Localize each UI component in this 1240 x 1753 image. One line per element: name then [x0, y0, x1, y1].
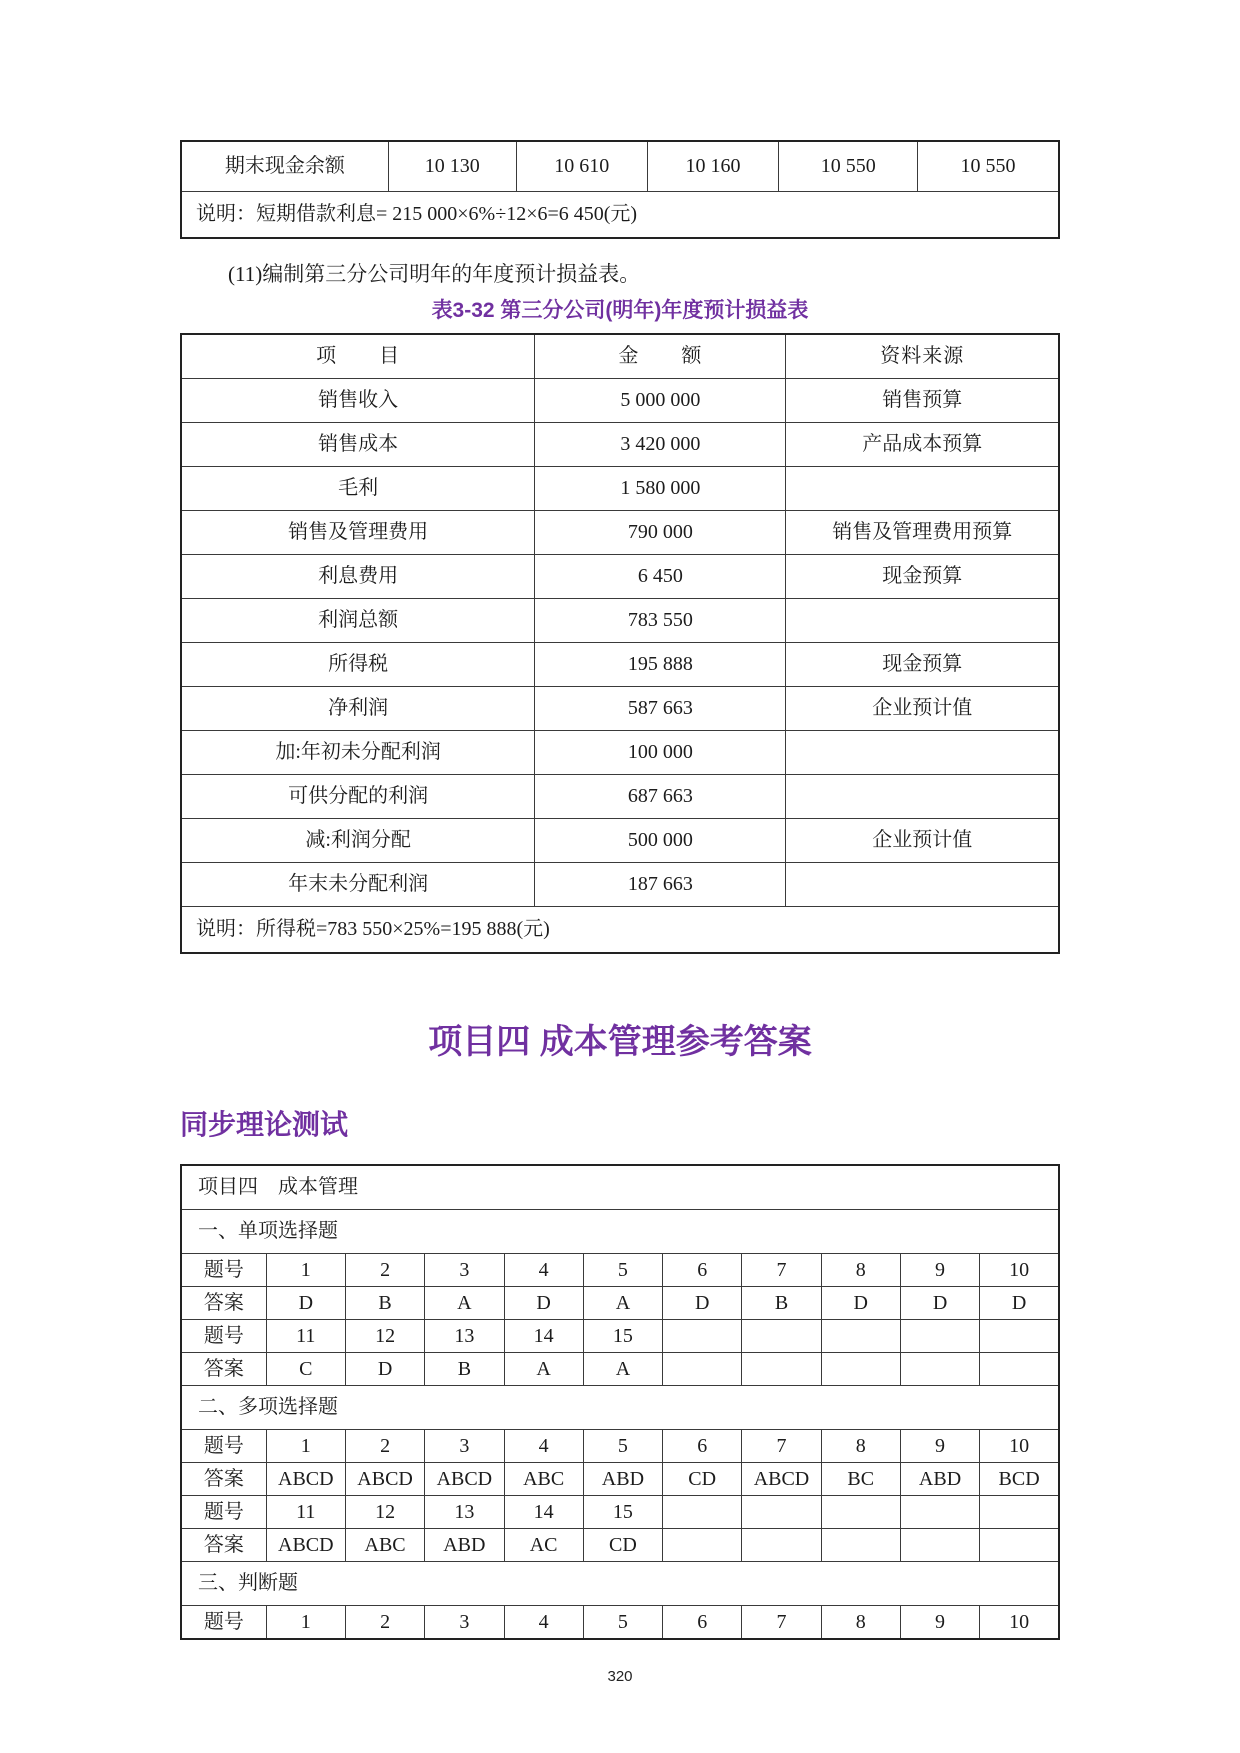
- cash-table-note: 说明：短期借款利息= 215 000×6%÷12×6=6 450(元): [181, 192, 1059, 239]
- answer-cell: D: [345, 1353, 424, 1386]
- table-row: [181, 379, 1059, 423]
- section2-label: 二、多项选择题: [181, 1386, 1059, 1430]
- table-row: [181, 775, 1059, 819]
- income-table-caption: 表3-32 第三分公司(明年)年度预计损益表: [431, 299, 809, 322]
- table-row: [181, 141, 1059, 192]
- table-row: [181, 1287, 1059, 1320]
- question-number: 11: [266, 1320, 345, 1353]
- answer-cell: [900, 1353, 979, 1386]
- page-number: 320: [607, 1668, 633, 1685]
- source-cell: [786, 467, 1059, 511]
- answer-cell: CD: [583, 1529, 662, 1562]
- answer-cell: D: [980, 1287, 1059, 1320]
- amount-cell: 1 580 000: [535, 467, 786, 511]
- question-number: 15: [583, 1320, 662, 1353]
- answer-cell: A: [583, 1353, 662, 1386]
- source-cell: 产品成本预算: [786, 423, 1059, 467]
- question-number: 10: [980, 1606, 1059, 1640]
- question-number: 5: [583, 1430, 662, 1463]
- source-cell: [786, 775, 1059, 819]
- question-number: 5: [583, 1606, 662, 1640]
- question-number: 8: [821, 1254, 900, 1287]
- answer-cell: [742, 1529, 821, 1562]
- question-number: [742, 1320, 821, 1353]
- row-header: 题号: [181, 1254, 266, 1287]
- question-number: 14: [504, 1496, 583, 1529]
- question-number: 13: [425, 1320, 504, 1353]
- item-cell: 销售收入: [181, 379, 535, 423]
- answers-table-title: 项目四 成本管理: [181, 1165, 1059, 1210]
- table-row: [181, 1386, 1059, 1430]
- question-number: 8: [821, 1430, 900, 1463]
- answer-cell: [980, 1353, 1059, 1386]
- answer-cell: CD: [663, 1463, 742, 1496]
- row-header: 题号: [181, 1606, 266, 1640]
- item-cell: 利息费用: [181, 555, 535, 599]
- row-header: 答案: [181, 1529, 266, 1562]
- table-row: [181, 511, 1059, 555]
- item-cell: 所得税: [181, 643, 535, 687]
- question-number: 4: [504, 1606, 583, 1640]
- item-cell: 可供分配的利润: [181, 775, 535, 819]
- table-row: [181, 1430, 1059, 1463]
- table-row: [181, 1353, 1059, 1386]
- answer-cell: ABD: [583, 1463, 662, 1496]
- amount-cell: 5 000 000: [535, 379, 786, 423]
- col-header-item: 项 目: [181, 334, 535, 379]
- col-header-source: 资料来源: [786, 334, 1059, 379]
- question-number: 12: [345, 1320, 424, 1353]
- question-number: 4: [504, 1254, 583, 1287]
- question-number: 9: [900, 1606, 979, 1640]
- answer-cell: [900, 1529, 979, 1562]
- cash-row-label: 期末现金余额: [181, 141, 388, 192]
- item-cell: 加:年初未分配利润: [181, 731, 535, 775]
- table-row: [181, 819, 1059, 863]
- source-cell: 企业预计值: [786, 819, 1059, 863]
- table-row: [181, 1606, 1059, 1640]
- item-cell: 毛利: [181, 467, 535, 511]
- answer-cell: D: [663, 1287, 742, 1320]
- item-cell: 销售及管理费用: [181, 511, 535, 555]
- row-header: 题号: [181, 1430, 266, 1463]
- question-number: 4: [504, 1430, 583, 1463]
- table-row: [181, 1529, 1059, 1562]
- answer-cell: AC: [504, 1529, 583, 1562]
- answer-cell: [663, 1353, 742, 1386]
- section-subheading: 同步理论测试: [180, 1109, 349, 1140]
- amount-cell: 687 663: [535, 775, 786, 819]
- section1-label: 一、单项选择题: [181, 1210, 1059, 1254]
- income-statement-table: [180, 333, 1060, 954]
- answer-cell: BCD: [980, 1463, 1059, 1496]
- item-cell: 减:利润分配: [181, 819, 535, 863]
- question-number: [663, 1320, 742, 1353]
- answer-cell: ABCD: [266, 1463, 345, 1496]
- answer-cell: BC: [821, 1463, 900, 1496]
- table-row: [181, 599, 1059, 643]
- question-number: 2: [345, 1606, 424, 1640]
- col-header-amount: 金 额: [535, 334, 786, 379]
- answer-cell: [742, 1353, 821, 1386]
- answer-cell: ABCD: [742, 1463, 821, 1496]
- amount-cell: 500 000: [535, 819, 786, 863]
- answer-cell: ABCD: [425, 1463, 504, 1496]
- table-row: [181, 1562, 1059, 1606]
- answer-cell: ABD: [425, 1529, 504, 1562]
- answer-cell: ABCD: [345, 1463, 424, 1496]
- amount-cell: 3 420 000: [535, 423, 786, 467]
- question-number: 9: [900, 1254, 979, 1287]
- source-cell: 销售预算: [786, 379, 1059, 423]
- table-row: [181, 1165, 1059, 1210]
- table-row: [181, 1463, 1059, 1496]
- question-number: 11: [266, 1496, 345, 1529]
- row-header: 答案: [181, 1353, 266, 1386]
- cash-value: 10 160: [647, 141, 779, 192]
- answer-cell: [663, 1529, 742, 1562]
- question-number: 14: [504, 1320, 583, 1353]
- amount-cell: 587 663: [535, 687, 786, 731]
- amount-cell: 195 888: [535, 643, 786, 687]
- table-row: [181, 467, 1059, 511]
- item-cell: 销售成本: [181, 423, 535, 467]
- question-number: [980, 1496, 1059, 1529]
- source-cell: 现金预算: [786, 643, 1059, 687]
- question-number: 1: [266, 1430, 345, 1463]
- cash-value: 10 610: [516, 141, 647, 192]
- cash-balance-table: [180, 140, 1060, 239]
- question-number: [900, 1496, 979, 1529]
- table-row: [181, 1496, 1059, 1529]
- question-number: [980, 1320, 1059, 1353]
- question-number: 7: [742, 1254, 821, 1287]
- table-row: [181, 423, 1059, 467]
- table-row: [181, 731, 1059, 775]
- table-row: [181, 907, 1059, 954]
- answer-cell: B: [345, 1287, 424, 1320]
- question-number: 9: [900, 1430, 979, 1463]
- answer-cell: ABD: [900, 1463, 979, 1496]
- source-cell: [786, 599, 1059, 643]
- paragraph-item-11: (11)编制第三分公司明年的年度预计损益表。: [228, 262, 641, 286]
- table-row: [181, 1210, 1059, 1254]
- answer-cell: A: [425, 1287, 504, 1320]
- section-heading: 项目四 成本管理参考答案: [428, 1023, 812, 1061]
- question-number: 3: [425, 1606, 504, 1640]
- question-number: [663, 1496, 742, 1529]
- cash-value: 10 550: [779, 141, 918, 192]
- question-number: 7: [742, 1606, 821, 1640]
- question-number: 1: [266, 1606, 345, 1640]
- answer-cell: C: [266, 1353, 345, 1386]
- table-row: [181, 643, 1059, 687]
- question-number: 10: [980, 1430, 1059, 1463]
- source-cell: 企业预计值: [786, 687, 1059, 731]
- cash-value: 10 130: [388, 141, 516, 192]
- answer-cell: B: [742, 1287, 821, 1320]
- amount-cell: 187 663: [535, 863, 786, 907]
- amount-cell: 783 550: [535, 599, 786, 643]
- row-header: 答案: [181, 1463, 266, 1496]
- answer-cell: D: [266, 1287, 345, 1320]
- section3-label: 三、判断题: [181, 1562, 1059, 1606]
- table-row: [181, 863, 1059, 907]
- source-cell: [786, 863, 1059, 907]
- answer-cell: A: [504, 1353, 583, 1386]
- amount-cell: 6 450: [535, 555, 786, 599]
- question-number: 6: [663, 1430, 742, 1463]
- row-header: 题号: [181, 1496, 266, 1529]
- question-number: 6: [663, 1606, 742, 1640]
- answer-cell: D: [504, 1287, 583, 1320]
- question-number: 12: [345, 1496, 424, 1529]
- answer-cell: [821, 1529, 900, 1562]
- source-cell: [786, 731, 1059, 775]
- question-number: 13: [425, 1496, 504, 1529]
- table-header-row: [181, 334, 1059, 379]
- question-number: 15: [583, 1496, 662, 1529]
- item-cell: 利润总额: [181, 599, 535, 643]
- question-number: [742, 1496, 821, 1529]
- row-header: 答案: [181, 1287, 266, 1320]
- table-row: [181, 1254, 1059, 1287]
- answer-cell: D: [821, 1287, 900, 1320]
- answer-cell: [821, 1353, 900, 1386]
- question-number: 2: [345, 1430, 424, 1463]
- answer-cell: ABCD: [266, 1529, 345, 1562]
- answer-cell: ABC: [504, 1463, 583, 1496]
- table-row: [181, 687, 1059, 731]
- income-table-note: 说明：所得税=783 550×25%=195 888(元): [181, 907, 1059, 954]
- question-number: 6: [663, 1254, 742, 1287]
- source-cell: 现金预算: [786, 555, 1059, 599]
- answer-cell: ABC: [345, 1529, 424, 1562]
- answer-cell: D: [900, 1287, 979, 1320]
- answer-cell: A: [583, 1287, 662, 1320]
- question-number: 5: [583, 1254, 662, 1287]
- cash-value: 10 550: [918, 141, 1059, 192]
- row-header: 题号: [181, 1320, 266, 1353]
- question-number: [821, 1496, 900, 1529]
- question-number: 1: [266, 1254, 345, 1287]
- question-number: 3: [425, 1430, 504, 1463]
- source-cell: 销售及管理费用预算: [786, 511, 1059, 555]
- question-number: [900, 1320, 979, 1353]
- amount-cell: 100 000: [535, 731, 786, 775]
- table-row: [181, 192, 1059, 239]
- question-number: 8: [821, 1606, 900, 1640]
- question-number: [821, 1320, 900, 1353]
- amount-cell: 790 000: [535, 511, 786, 555]
- question-number: 3: [425, 1254, 504, 1287]
- answer-cell: [980, 1529, 1059, 1562]
- answers-table: [180, 1164, 1060, 1640]
- item-cell: 年末未分配利润: [181, 863, 535, 907]
- question-number: 7: [742, 1430, 821, 1463]
- table-row: [181, 555, 1059, 599]
- answer-cell: B: [425, 1353, 504, 1386]
- table-row: [181, 1320, 1059, 1353]
- item-cell: 净利润: [181, 687, 535, 731]
- question-number: 2: [345, 1254, 424, 1287]
- question-number: 10: [980, 1254, 1059, 1287]
